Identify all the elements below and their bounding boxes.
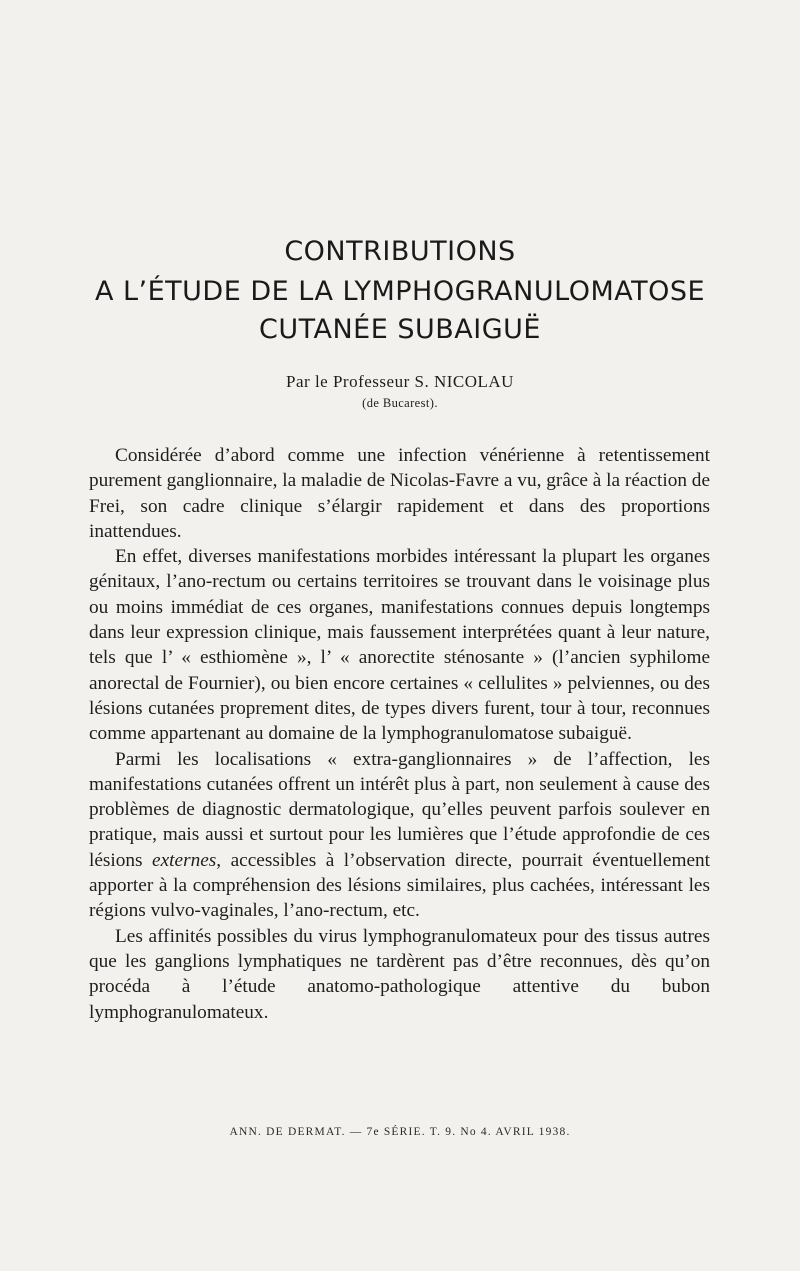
paragraph-3-start: Parmi les localisations « extra-ganglionnaires » de l’affection, les manifestations cutanées offrent un intérêt plus à part, non seulement à cause des problèmes de diagnostic dermatologique, qu’elles peuvent parfois soulever en pratique, mais aussi et surtout pour les lumières que l’étude approfondie de ces lésions <box>89 748 710 871</box>
article-body <box>89 443 710 1025</box>
paragraph-1: Considérée d’abord comme une infection vénérienne à retentissement purement ganglionnaire, la maladie de Nicolas-Favre a vu, grâce à la réaction de Frei, son cadre clinique s’élargir rapidement et dans des proportions inattendues. <box>89 445 711 542</box>
paragraph-4: Les affinités possibles du virus lymphogranulomateux pour des tissus autres que les ganglions lymphatiques ne tardèrent pas d’être reconnues, dès qu’on procéda à l’étude anatomo-pathologique attentive du bubon lymphogranulomateux. <box>89 925 710 1023</box>
paragraph-2: En effet, diverses manifestations morbides intéressant la plupart les organes génitaux, l’ano-rectum ou certains territoires se trouvant dans le voisinage plus ou moins immédiat de ces organes, manifestations connues depuis longtemps dans leur expression clinique, mais faussement interprétées quant à leur nature, tels que l’ « esthiomène », l’ « anorectite sténosante » (l’ancien syphilome anorectal de Fournier), ou bien encore certaines « cellulites » pelviennes, ou des lésions cutanées proprement dites, de types divers furent, tour à tour, reconnues comme appartenant au domaine de la lymphogranulomatose subaiguë. <box>89 546 710 745</box>
title-line-2: A L’ÉTUDE DE LA LYMPHOGRANULOMATOSE <box>94 276 706 307</box>
paragraph-3-emphasis: externes <box>152 849 217 871</box>
title-line-1: CONTRIBUTIONS <box>284 236 516 267</box>
affiliation: (de Bucarest). <box>362 396 438 410</box>
journal-footer: ANN. DE DERMAT. — 7e SÉRIE. T. 9. No 4. AVRIL 1938. <box>229 1126 571 1138</box>
paragraph-3-end: , accessibles à l’observation directe, pourrait éventuellement apporter à la compréhension des lésions similaires, plus cachées, intéressant les régions vulvo-vaginales, l’ano-rectum, etc. <box>89 849 710 922</box>
paragraph-3 <box>89 747 710 924</box>
author-line: Par le Professeur S. NICOLAU <box>286 372 514 391</box>
title-line-3: CUTANÉE SUBAIGUË <box>259 314 541 345</box>
